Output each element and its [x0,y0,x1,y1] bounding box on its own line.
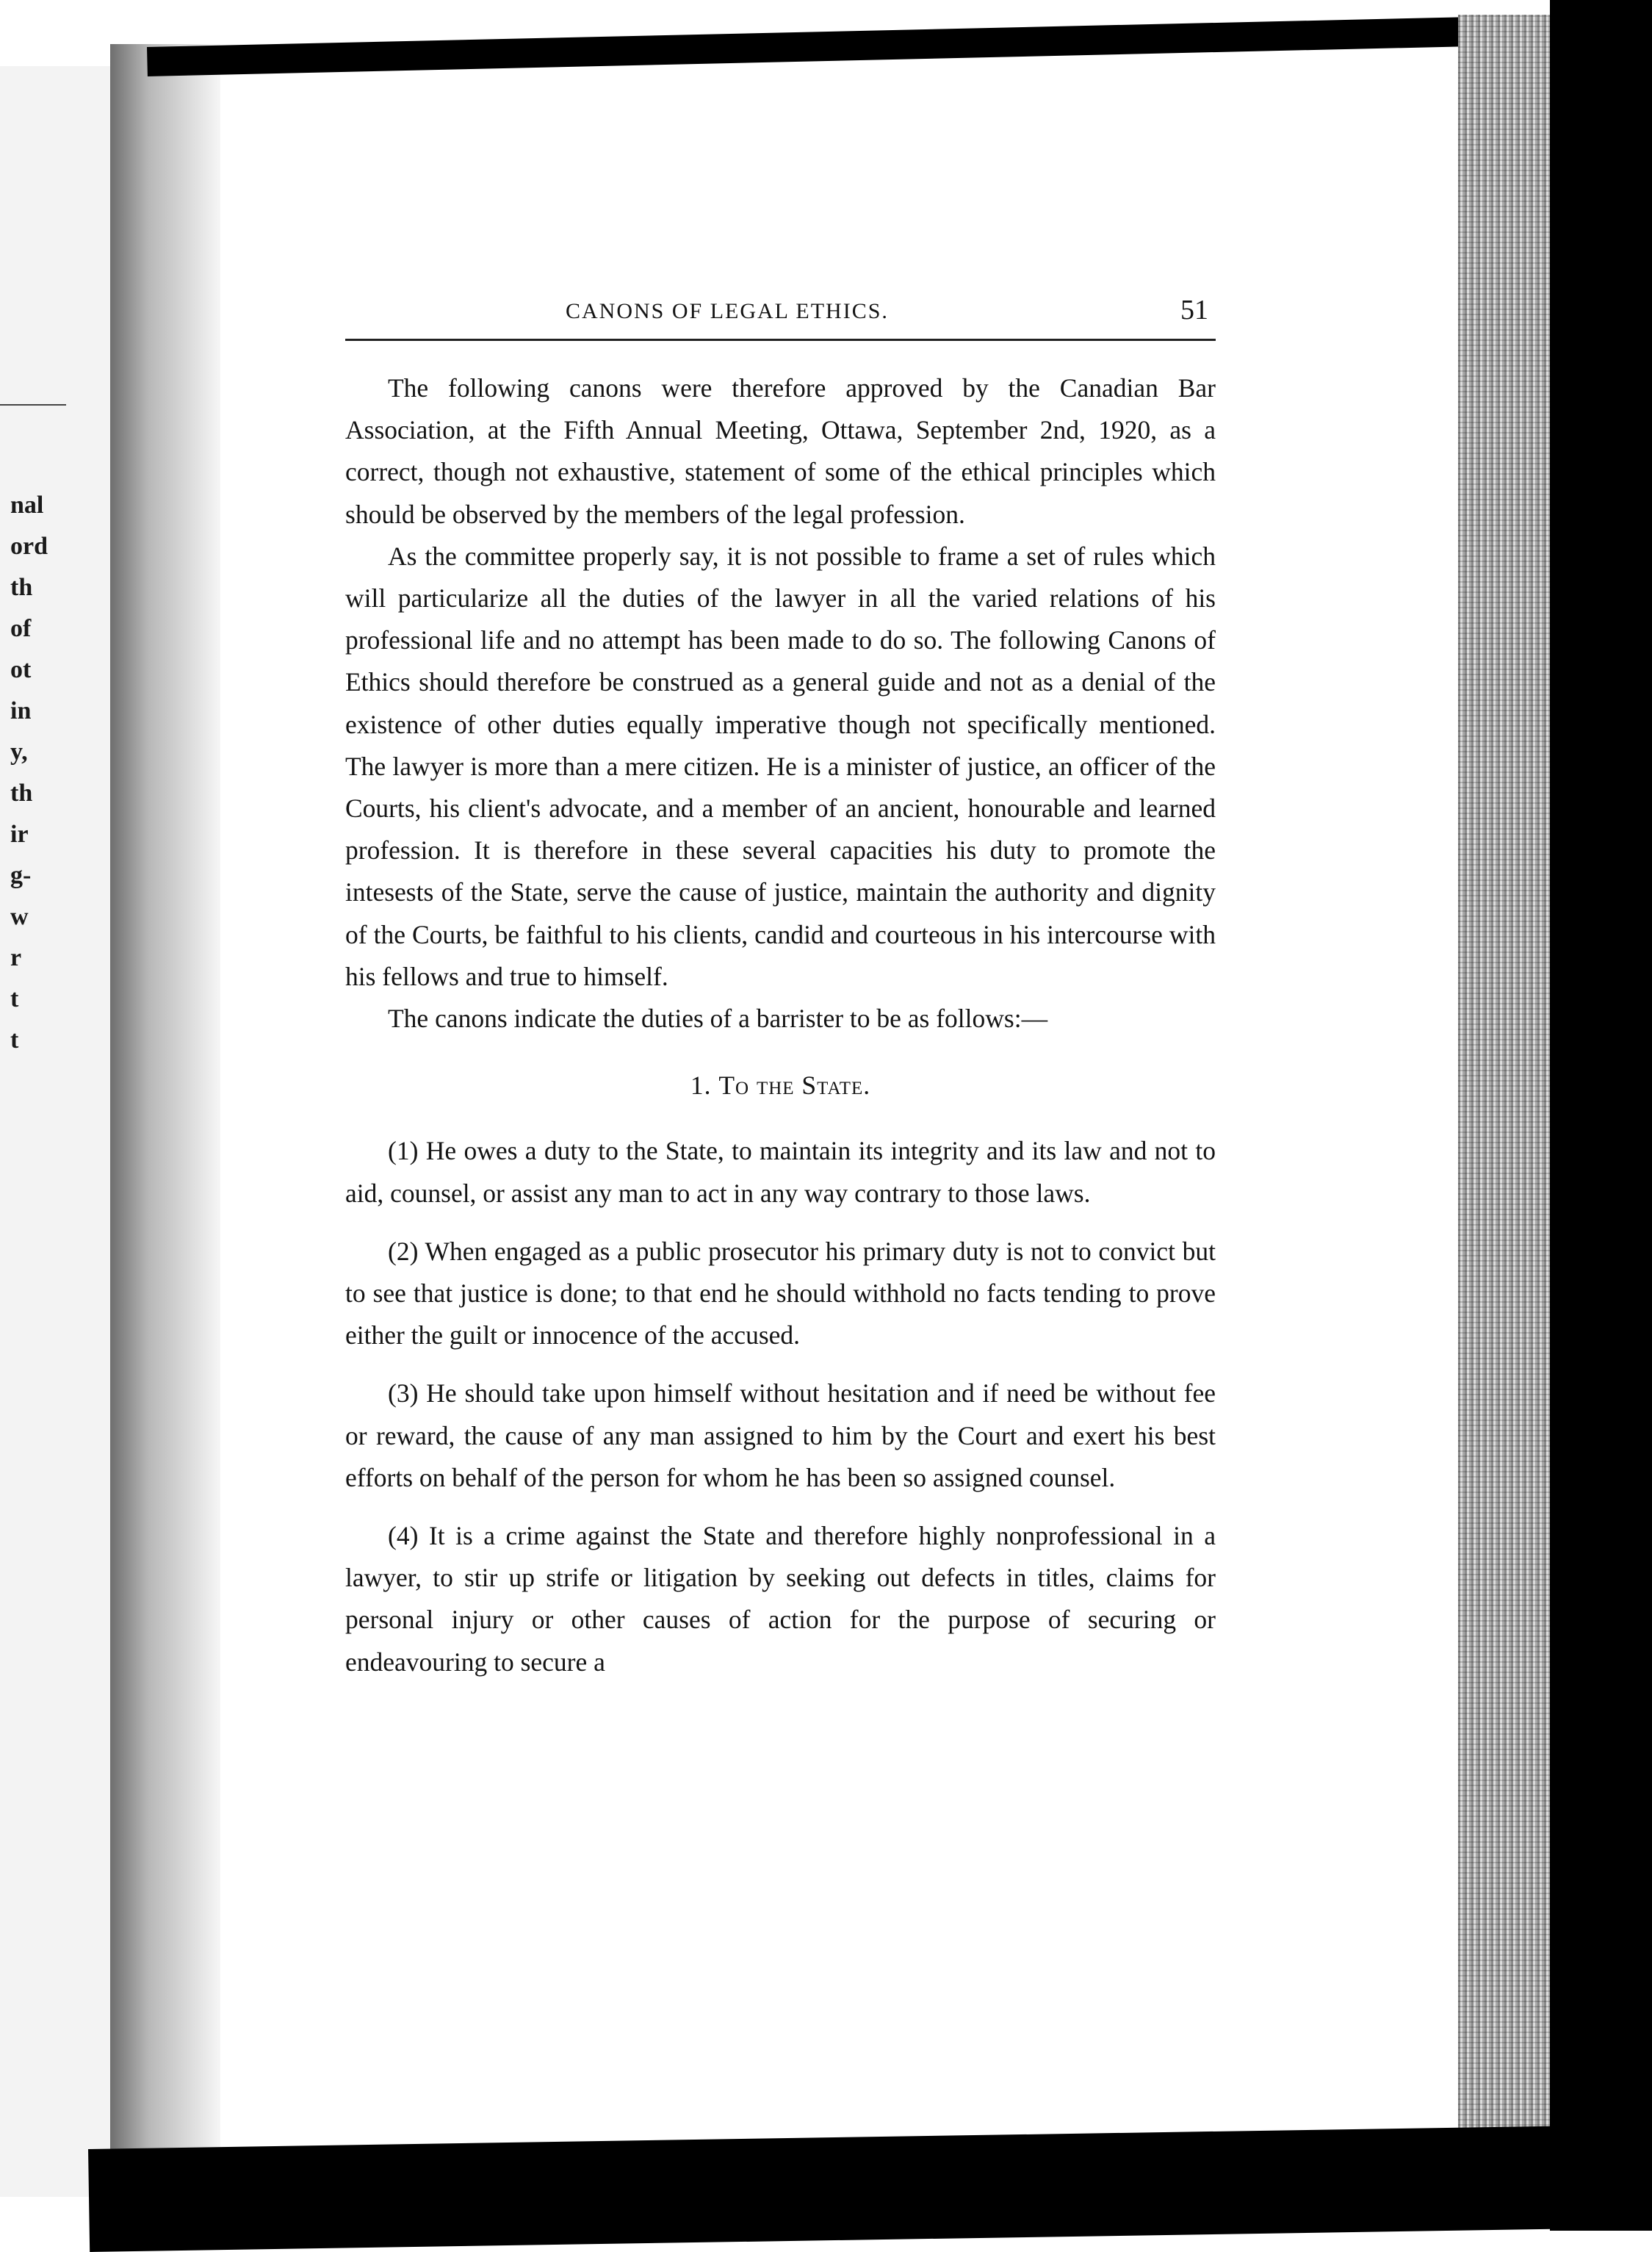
paragraph: The following canons were therefore approved by the Canadian Bar Association, at the Fifth Annual Meeting, Ottawa, September 2nd, 1920, as a correct, though not exhaustive, statement of some of the ethical principles which should be observed by the members of the legal profession. [345,373,1216,529]
bottom-book-edge [88,2126,1588,2252]
facing-page-fragment: g- [10,862,32,889]
paragraph: The canons indicate the duties of a barrister to be as follows:— [388,1004,1048,1034]
header-rule [345,339,1216,341]
section-title: To the State. [718,1071,871,1101]
facing-page-fragment: th [10,574,33,601]
top-book-edge [147,17,1469,76]
canon-paragraph: (1) He owes a duty to the State, to maintain its integrity and its law and not to aid, counsel, or assist any man to act in any way contrary to those laws. [345,1136,1216,1208]
facing-page-rule [0,404,66,406]
facing-page-fragment: ir [10,821,29,848]
canon-paragraph: (4) It is a crime against the State and therefore highly nonprofessional in a lawyer, to stir up strife or litigation by seeking out defects in titles, claims for personal injury or other causes of action for the purpose of securing or endeavouring to secure a [345,1521,1216,1677]
section-heading [345,1065,1216,1107]
facing-page-fragment: t [10,1026,19,1054]
section-number: 1. [690,1071,712,1101]
facing-page-fragment: r [10,944,22,971]
page-body [345,367,1216,1683]
facing-page-fragment: y, [10,738,28,766]
facing-page-fragment: w [10,903,29,930]
page-edges [1458,15,1554,2182]
facing-page-fragment: in [10,697,32,724]
facing-page [0,66,112,2197]
facing-page-fragment: t [10,985,19,1012]
page-number: 51 [1180,295,1208,325]
book-gutter-shadow [110,44,220,2197]
facing-page-fragment: of [10,615,32,642]
page-header [345,290,1216,342]
facing-page-fragment: th [10,780,33,807]
facing-page-fragment: nal [10,492,44,519]
right-book-edge [1550,0,1652,2231]
facing-page-fragment: ord [10,533,48,560]
running-head: CANONS OF LEGAL ETHICS. [566,299,889,323]
paragraph: As the committee properly say, it is not possible to frame a set of rules which will particularize all the duties of the lawyer in all the varied relations of his professional life and no attempt has been made to do so. The following Canons of Ethics should therefore be construed as a general guide and not as a denial of the existence of other duties equally imperative though not specifically mentioned. The lawyer is more than a mere citizen. He is a minister of justice, an officer of the Courts, his client's advocate, and a member of an ancient, honourable and learned profession. It is therefore in these several capacities his duty to promote the intesests of the State, serve the cause of justice, maintain the authority and dignity of the Courts, be faithful to his clients, candid and courteous in his intercourse with his fellows and true to himself. [345,541,1216,991]
facing-page-fragment: ot [10,656,32,683]
canon-paragraph: (2) When engaged as a public prosecutor his primary duty is not to convict but to see that justice is done; to that end he should withhold no facts tending to prove either the guilt or innocence of the accused. [345,1236,1216,1350]
canon-paragraph: (3) He should take upon himself without hesitation and if need be without fee or reward, the cause of any man assigned to him by the Court and exert his best efforts on behalf of the person for whom he has been so assigned counsel. [345,1378,1216,1492]
